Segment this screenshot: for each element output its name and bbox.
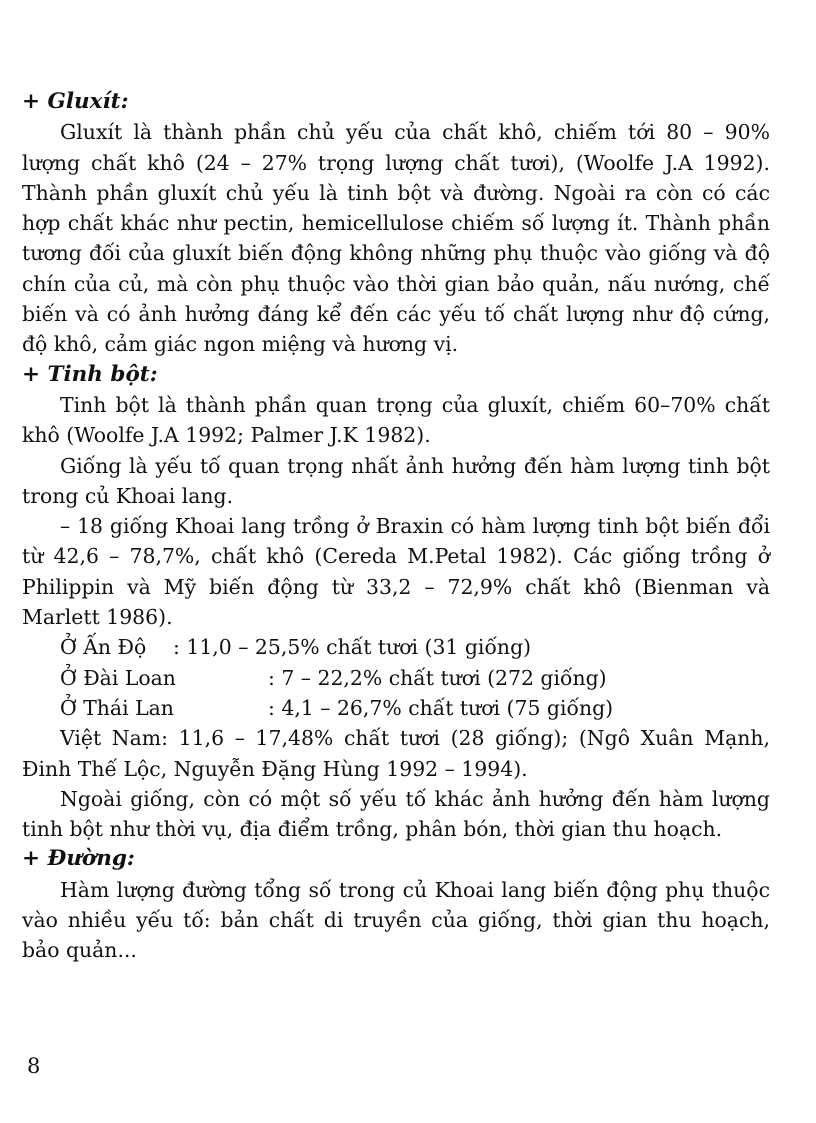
paragraph-viet-nam: Việt Nam: 11,6 – 17,48% chất tươi (28 giống); (Ngô Xuân Mạnh, Đinh Thế Lộc, Nguyễn Đặng Hùng 1992 – 1994). xyxy=(22,726,770,781)
paragraph-tinh-bot-3: – 18 giống Khoai lang trồng ở Braxin có hàm lượng tinh bột biến đổi từ 42,6 – 78,7%, chất khô (Cereda M.Petal 1982). Các giống trồng ở Philippin và Mỹ biến động từ 33,2 – 72,9% chất khô (Bienman và Marlett 1986). xyxy=(22,514,770,630)
heading-tinh-bot: + Tinh bột: xyxy=(22,361,158,387)
row-label: Ở Thái Lan xyxy=(60,695,174,720)
data-row-thai-lan xyxy=(22,693,770,723)
page-number: 8 xyxy=(27,1054,41,1078)
paragraph-duong: Hàm lượng đường tổng số trong củ Khoai lang biến động phụ thuộc vào nhiều yếu tố: bản chất di truyền của giống, thời gian thu hoạch, bảo quản... xyxy=(22,877,770,963)
data-row-dai-loan xyxy=(22,663,770,693)
row-value: : 4,1 – 26,7% chất tươi (75 giống) xyxy=(268,695,614,720)
row-label: Ở Ấn Độ xyxy=(60,635,147,660)
heading-gluxit: + Gluxít: xyxy=(22,89,129,114)
paragraph-tinh-bot-5: Ngoài giống, còn có một số yếu tố khác ảnh hưởng đến hàm lượng tinh bột như thời vụ, địa điểm trồng, phân bón, thời gian thu hoạch. xyxy=(22,786,770,842)
row-label: Ở Đài Loan xyxy=(60,665,176,690)
data-row-an-do xyxy=(22,632,770,662)
paragraph-tinh-bot-1: Tinh bột là thành phần quan trọng của gluxít, chiếm 60–70% chất khô (Woolfe J.A 1992; Palmer J.K 1982). xyxy=(22,392,770,448)
paragraph-tinh-bot-2: Giống là yếu tố quan trọng nhất ảnh hưởng đến hàm lượng tinh bột trong củ Khoai lang. xyxy=(22,453,770,508)
row-value: : 7 – 22,2% chất tươi (272 giống) xyxy=(268,665,607,690)
heading-duong: + Đường: xyxy=(22,846,135,872)
page-body xyxy=(22,87,770,966)
paragraph-gluxit: Gluxít là thành phần chủ yếu của chất khô, chiếm tới 80 – 90% lượng chất khô (24 – 27% trọng lượng chất tươi), (Woolfe J.A 1992). Thành phần gluxít chủ yếu là tinh bột và đường. Ngoài ra còn có các hợp chất khác như pectin, hemicellulose chiếm số lượng ít. Thành phần tương đối của gluxít biến động không những phụ thuộc vào giống và độ chín của củ, mà còn phụ thuộc vào thời gian bảo quản, nấu nướng, chế biến và có ảnh hưởng đáng kể đến các yếu tố chất lượng như độ cứng, độ khô, cảm giác ngon miệng và hương vị. xyxy=(22,120,770,357)
row-value: : 11,0 – 25,5% chất tươi (31 giống) xyxy=(173,635,532,660)
